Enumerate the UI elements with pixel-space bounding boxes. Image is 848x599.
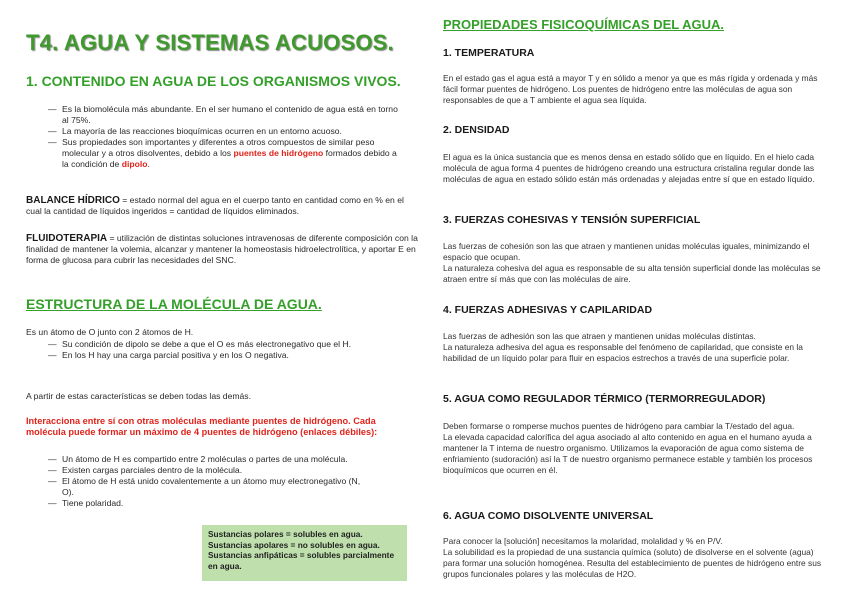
estructura-list — [26, 339, 396, 361]
body-adhesivas: Las fuerzas de adhesión son las que atraen y mantienen unidas moléculas distintas. La naturaleza adhesiva del agua es responsable del fenómeno de capilaridad, que consiste en la habilidad de un líquido polar para fluir en espacios estrechos a través de una superficie polar. — [443, 331, 803, 363]
heading-termorregulador: 5. AGUA COMO REGULADOR TÉRMICO (TERMORREGULADOR) — [443, 393, 766, 405]
page-title: T4. AGUA Y SISTEMAS ACUOSOS. — [26, 30, 394, 55]
list-item: — Tiene polaridad. — [26, 498, 371, 509]
body-temperatura: En el estado gas el agua está a mayor T y en sólido a menor ya que es más rígida y ordenada y más fácil formar puentes de hidrógeno. Los puentes de hidrógeno entre las moléculas de agua son responsables de que a T ambiente el agua sea líquida. — [443, 73, 818, 105]
heading-cohesivas: 3. FUERZAS COHESIVAS Y TENSIÓN SUPERFICIAL — [443, 214, 701, 226]
puentes-hidrogeno-note: Interacciona entre sí con otras moléculas mediante puentes de hidrógeno. Cada molécula puede formar un máximo de 4 puentes de hidrógeno (enlaces débiles): — [26, 416, 378, 437]
list-item: — Existen cargas parciales dentro de la molécula. — [26, 465, 371, 476]
solubility-box — [202, 525, 407, 581]
heading-adhesivas: 4. FUERZAS ADHESIVAS Y CAPILARIDAD — [443, 304, 653, 316]
puentes-list — [26, 454, 371, 509]
list-item: — El átomo de H está unido covalentemente a un átomo muy electronegativo (N, O). — [26, 476, 371, 498]
fluido-term: FLUIDOTERAPIA — [26, 233, 108, 244]
body-disolvente: Para conocer la [solución] necesitamos la molaridad, molalidad y % en P/V. La solubilidad es la propiedad de una sustancia química (soluto) de disolverse en el solvente (agua) para formar una solución homogénea. Resulta del establecimiento de puentes de hidrógeno entre sus grupos funcionales polares y las moléculas de H2O. — [443, 536, 822, 579]
list-item: — Un átomo de H es compartido entre 2 moléculas o partes de una molécula. — [26, 454, 371, 465]
solubility-line: Sustancias apolares = no solubles en agua. — [208, 539, 380, 550]
balance-text: = estado normal del agua en el cuerpo tanto en cantidad como en % en el cual la cantidad de líquidos ingeridos = cantidad de líquidos eliminados. — [26, 195, 404, 216]
list-item-text: Sus propiedades son importantes y diferentes a otros compuestos de similar peso molecular y a otros disolventes, debido a los — [62, 137, 375, 158]
highlight-dipolo: dipolo — [121, 159, 148, 169]
body-termorregulador: Deben formarse o romperse muchos puentes de hidrógeno para cambiar la T/estado del agua. La elevada capacidad calorífica del agua asociado al alto contenido en agua en el humano ayuda a mantener la T interna de nuestro organismo. Utilizamos la evaporación de agua como sistema de enfriamiento (sudoración) así la T de nuestro organismo permanece estable y también los procesos bioquímicos que ocurren en él. — [443, 421, 813, 475]
heading-disolvente: 6. AGUA COMO DISOLVENTE UNIVERSAL — [443, 510, 654, 522]
list-item-text: . — [147, 159, 150, 169]
list-item — [26, 137, 404, 170]
estructura-after: A partir de estas características se deben todas las demás. — [26, 391, 251, 401]
highlight-puentes: puentes de hidrógeno — [233, 148, 324, 158]
list-item: — Es la biomolécula más abundante. En el ser humano el contenido de agua está en torno al 75%. — [26, 104, 404, 126]
solubility-line: Sustancias polares = solubles en agua. — [208, 529, 363, 539]
heading-densidad: 2. DENSIDAD — [443, 124, 510, 136]
list-item: — La mayoría de las reacciones bioquímicas ocurren en un entorno acuoso. — [26, 126, 404, 137]
heading-temperatura: 1. TEMPERATURA — [443, 47, 535, 59]
list-item-text: formados debido a la condición de — [62, 148, 397, 169]
fluido-text: = utilización de distintas soluciones intravenosas de diferente composición con la finalidad de mantener la volemia, alcanzar y mantener la homeostasis hidroelectrolítica, y aportar E en forma de glucosa para cubrir las necesidades del SNC. — [26, 233, 418, 265]
balance-hidrico — [26, 195, 411, 217]
section-title-contenido: 1. CONTENIDO EN AGUA DE LOS ORGANISMOS VIVOS. — [26, 73, 401, 89]
fluidoterapia — [26, 233, 421, 266]
section-title-estructura: ESTRUCTURA DE LA MOLÉCULA DE AGUA. — [26, 296, 322, 312]
contenido-list — [26, 104, 404, 170]
balance-term: BALANCE HÍDRICO — [26, 195, 120, 206]
solubility-line: Sustancias anfipáticas = solubles parcialmente en agua. — [208, 550, 395, 571]
body-densidad: El agua es la única sustancia que es menos densa en estado sólido que en líquido. En el hielo cada molécula de agua forma 4 puentes de hidrógeno creando una estructura cristalina regular donde las moléculas de agua en estado sólido están más ordenadas y alejadas entre sí que en estado líquido. — [443, 152, 815, 184]
body-cohesivas: Las fuerzas de cohesión son las que atraen y mantienen unidas moléculas iguales, minimizando el espacio que ocupan. La naturaleza cohesiva del agua es responsable de su alta tensión superficial donde las moléculas se atraen entre sí más que con las moléculas de aire. — [443, 241, 821, 284]
section-title-propiedades: PROPIEDADES FISICOQUÍMICAS DEL AGUA. — [443, 17, 724, 32]
list-item: — En los H hay una carga parcial positiva y en los O negativa. — [26, 350, 396, 361]
estructura-intro: Es un átomo de O junto con 2 átomos de H. — [26, 327, 194, 337]
list-item: — Su condición de dipolo se debe a que el O es más electronegativo que el H. — [26, 339, 396, 350]
